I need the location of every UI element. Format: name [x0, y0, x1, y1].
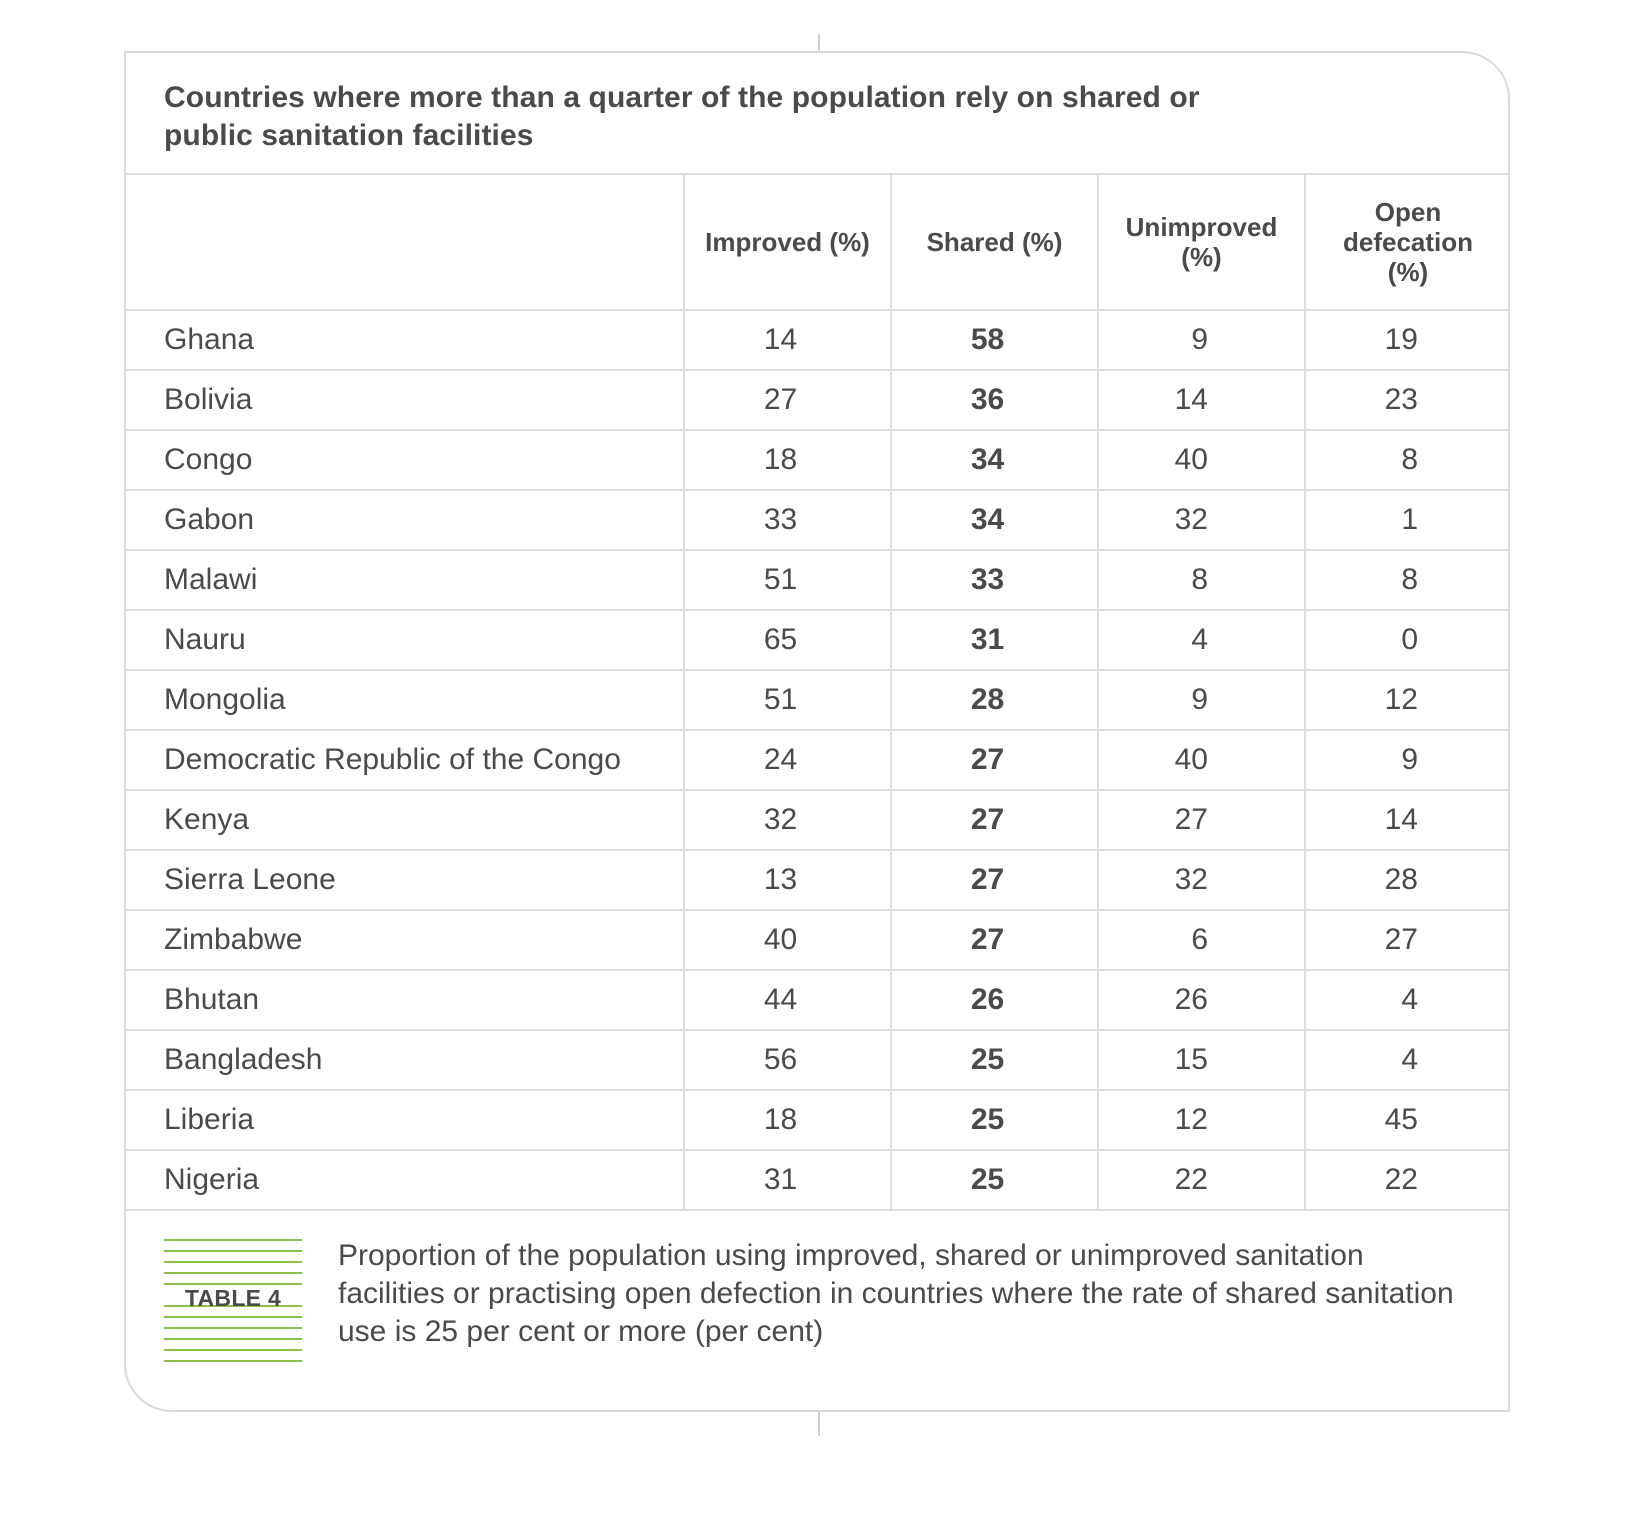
cell-shared: 27 — [891, 910, 1098, 970]
cell-open-defecation: 8 — [1305, 430, 1510, 490]
cell-country: Congo — [126, 430, 684, 490]
sanitation-table — [126, 173, 1510, 1211]
cell-shared: 27 — [891, 730, 1098, 790]
header-country — [126, 174, 684, 310]
cell-open-defecation: 14 — [1305, 790, 1510, 850]
cell-improved: 18 — [684, 1090, 891, 1150]
header-unimproved-line-2: (%) — [1181, 242, 1222, 272]
cell-shared: 28 — [891, 670, 1098, 730]
header-improved-label: Improved (%) — [705, 227, 870, 257]
tag-stripe — [164, 1261, 302, 1263]
table-row — [126, 670, 1510, 730]
table-row — [126, 550, 1510, 610]
cell-open-defecation: 22 — [1305, 1150, 1510, 1210]
cell-improved: 56 — [684, 1030, 891, 1090]
header-shared — [891, 174, 1098, 310]
table-row — [126, 610, 1510, 670]
table-row — [126, 1090, 1510, 1150]
table-card — [124, 51, 1510, 1412]
cell-country: Malawi — [126, 550, 684, 610]
cell-improved: 65 — [684, 610, 891, 670]
table-row — [126, 730, 1510, 790]
cell-unimproved: 9 — [1098, 310, 1305, 370]
cell-open-defecation: 8 — [1305, 550, 1510, 610]
cell-open-defecation: 45 — [1305, 1090, 1510, 1150]
cell-unimproved: 26 — [1098, 970, 1305, 1030]
cell-open-defecation: 19 — [1305, 310, 1510, 370]
cell-shared: 25 — [891, 1150, 1098, 1210]
cell-improved: 13 — [684, 850, 891, 910]
cell-country: Ghana — [126, 310, 684, 370]
table-row — [126, 430, 1510, 490]
cell-country: Liberia — [126, 1090, 684, 1150]
tag-stripe — [164, 1360, 302, 1362]
cell-country: Zimbabwe — [126, 910, 684, 970]
cell-unimproved: 8 — [1098, 550, 1305, 610]
caption-text: Proportion of the population using improved, shared or unimproved sanitation facilities or practising open defection in countries where the rate of shared sanitation use is 25 per cent or more (per cent) — [338, 1239, 1454, 1348]
cell-country: Nauru — [126, 610, 684, 670]
table-title-line-2: public sanitation facilities — [164, 119, 534, 152]
tag-stripe — [164, 1250, 302, 1252]
cell-shared: 34 — [891, 430, 1098, 490]
table-number-tag — [164, 1239, 302, 1363]
cell-shared: 58 — [891, 310, 1098, 370]
cell-improved: 51 — [684, 550, 891, 610]
cell-open-defecation: 27 — [1305, 910, 1510, 970]
table-row — [126, 850, 1510, 910]
cell-open-defecation: 9 — [1305, 730, 1510, 790]
header-unimproved — [1098, 174, 1305, 310]
cell-unimproved: 4 — [1098, 610, 1305, 670]
cell-improved: 27 — [684, 370, 891, 430]
table-header — [126, 174, 1510, 310]
table-row — [126, 1030, 1510, 1090]
table-body — [126, 310, 1510, 1210]
table-title-line-1: Countries where more than a quarter of the population rely on shared or — [164, 81, 1200, 114]
table-title — [164, 79, 1364, 155]
cell-shared: 34 — [891, 490, 1098, 550]
table-row — [126, 490, 1510, 550]
cell-open-defecation: 0 — [1305, 610, 1510, 670]
cell-country: Bolivia — [126, 370, 684, 430]
cell-unimproved: 14 — [1098, 370, 1305, 430]
cell-country: Sierra Leone — [126, 850, 684, 910]
cell-country: Gabon — [126, 490, 684, 550]
cell-improved: 31 — [684, 1150, 891, 1210]
crop-mark-top — [818, 34, 820, 52]
cell-unimproved: 32 — [1098, 850, 1305, 910]
header-open-defecation-line-3: (%) — [1387, 257, 1429, 287]
cell-improved: 33 — [684, 490, 891, 550]
cell-improved: 32 — [684, 790, 891, 850]
cell-improved: 40 — [684, 910, 891, 970]
header-shared-label: Shared (%) — [926, 227, 1063, 257]
crop-mark-bottom — [818, 1412, 820, 1436]
cell-shared: 27 — [891, 790, 1098, 850]
table-row — [126, 970, 1510, 1030]
header-unimproved-line-1: Unimproved — [1125, 212, 1278, 242]
cell-country: Bangladesh — [126, 1030, 684, 1090]
cell-shared: 33 — [891, 550, 1098, 610]
header-open-defecation — [1305, 174, 1510, 310]
header-improved — [684, 174, 891, 310]
tag-stripe — [164, 1239, 302, 1241]
cell-unimproved: 40 — [1098, 730, 1305, 790]
cell-open-defecation: 12 — [1305, 670, 1510, 730]
cell-unimproved: 6 — [1098, 910, 1305, 970]
cell-open-defecation: 4 — [1305, 970, 1510, 1030]
table-row — [126, 370, 1510, 430]
cell-open-defecation: 23 — [1305, 370, 1510, 430]
cell-unimproved: 32 — [1098, 490, 1305, 550]
cell-unimproved: 9 — [1098, 670, 1305, 730]
table-row — [126, 1150, 1510, 1210]
cell-shared: 25 — [891, 1030, 1098, 1090]
tag-stripe — [164, 1338, 302, 1340]
cell-unimproved: 15 — [1098, 1030, 1305, 1090]
cell-unimproved: 12 — [1098, 1090, 1305, 1150]
tag-stripe — [164, 1349, 302, 1351]
table-row — [126, 910, 1510, 970]
cell-country: Nigeria — [126, 1150, 684, 1210]
cell-improved: 18 — [684, 430, 891, 490]
cell-open-defecation: 1 — [1305, 490, 1510, 550]
tag-stripe — [164, 1272, 302, 1274]
header-open-defecation-line-1: Open — [1374, 197, 1442, 227]
cell-open-defecation: 4 — [1305, 1030, 1510, 1090]
cell-open-defecation: 28 — [1305, 850, 1510, 910]
cell-improved: 51 — [684, 670, 891, 730]
cell-unimproved: 27 — [1098, 790, 1305, 850]
cell-unimproved: 22 — [1098, 1150, 1305, 1210]
cell-country: Kenya — [126, 790, 684, 850]
cell-country: Democratic Republic of the Congo — [126, 730, 684, 790]
cell-shared: 27 — [891, 850, 1098, 910]
cell-improved: 14 — [684, 310, 891, 370]
table-caption — [164, 1239, 1478, 1381]
cell-country: Mongolia — [126, 670, 684, 730]
table-number-label: TABLE 4 — [184, 1285, 282, 1311]
header-open-defecation-line-2: defecation — [1342, 227, 1474, 257]
cell-shared: 36 — [891, 370, 1098, 430]
cell-country: Bhutan — [126, 970, 684, 1030]
table-row — [126, 790, 1510, 850]
cell-improved: 44 — [684, 970, 891, 1030]
cell-unimproved: 40 — [1098, 430, 1305, 490]
table-row — [126, 310, 1510, 370]
cell-shared: 31 — [891, 610, 1098, 670]
header-row — [126, 174, 1510, 310]
tag-stripe — [164, 1316, 302, 1318]
cell-shared: 26 — [891, 970, 1098, 1030]
cell-improved: 24 — [684, 730, 891, 790]
cell-shared: 25 — [891, 1090, 1098, 1150]
tag-stripe — [164, 1327, 302, 1329]
